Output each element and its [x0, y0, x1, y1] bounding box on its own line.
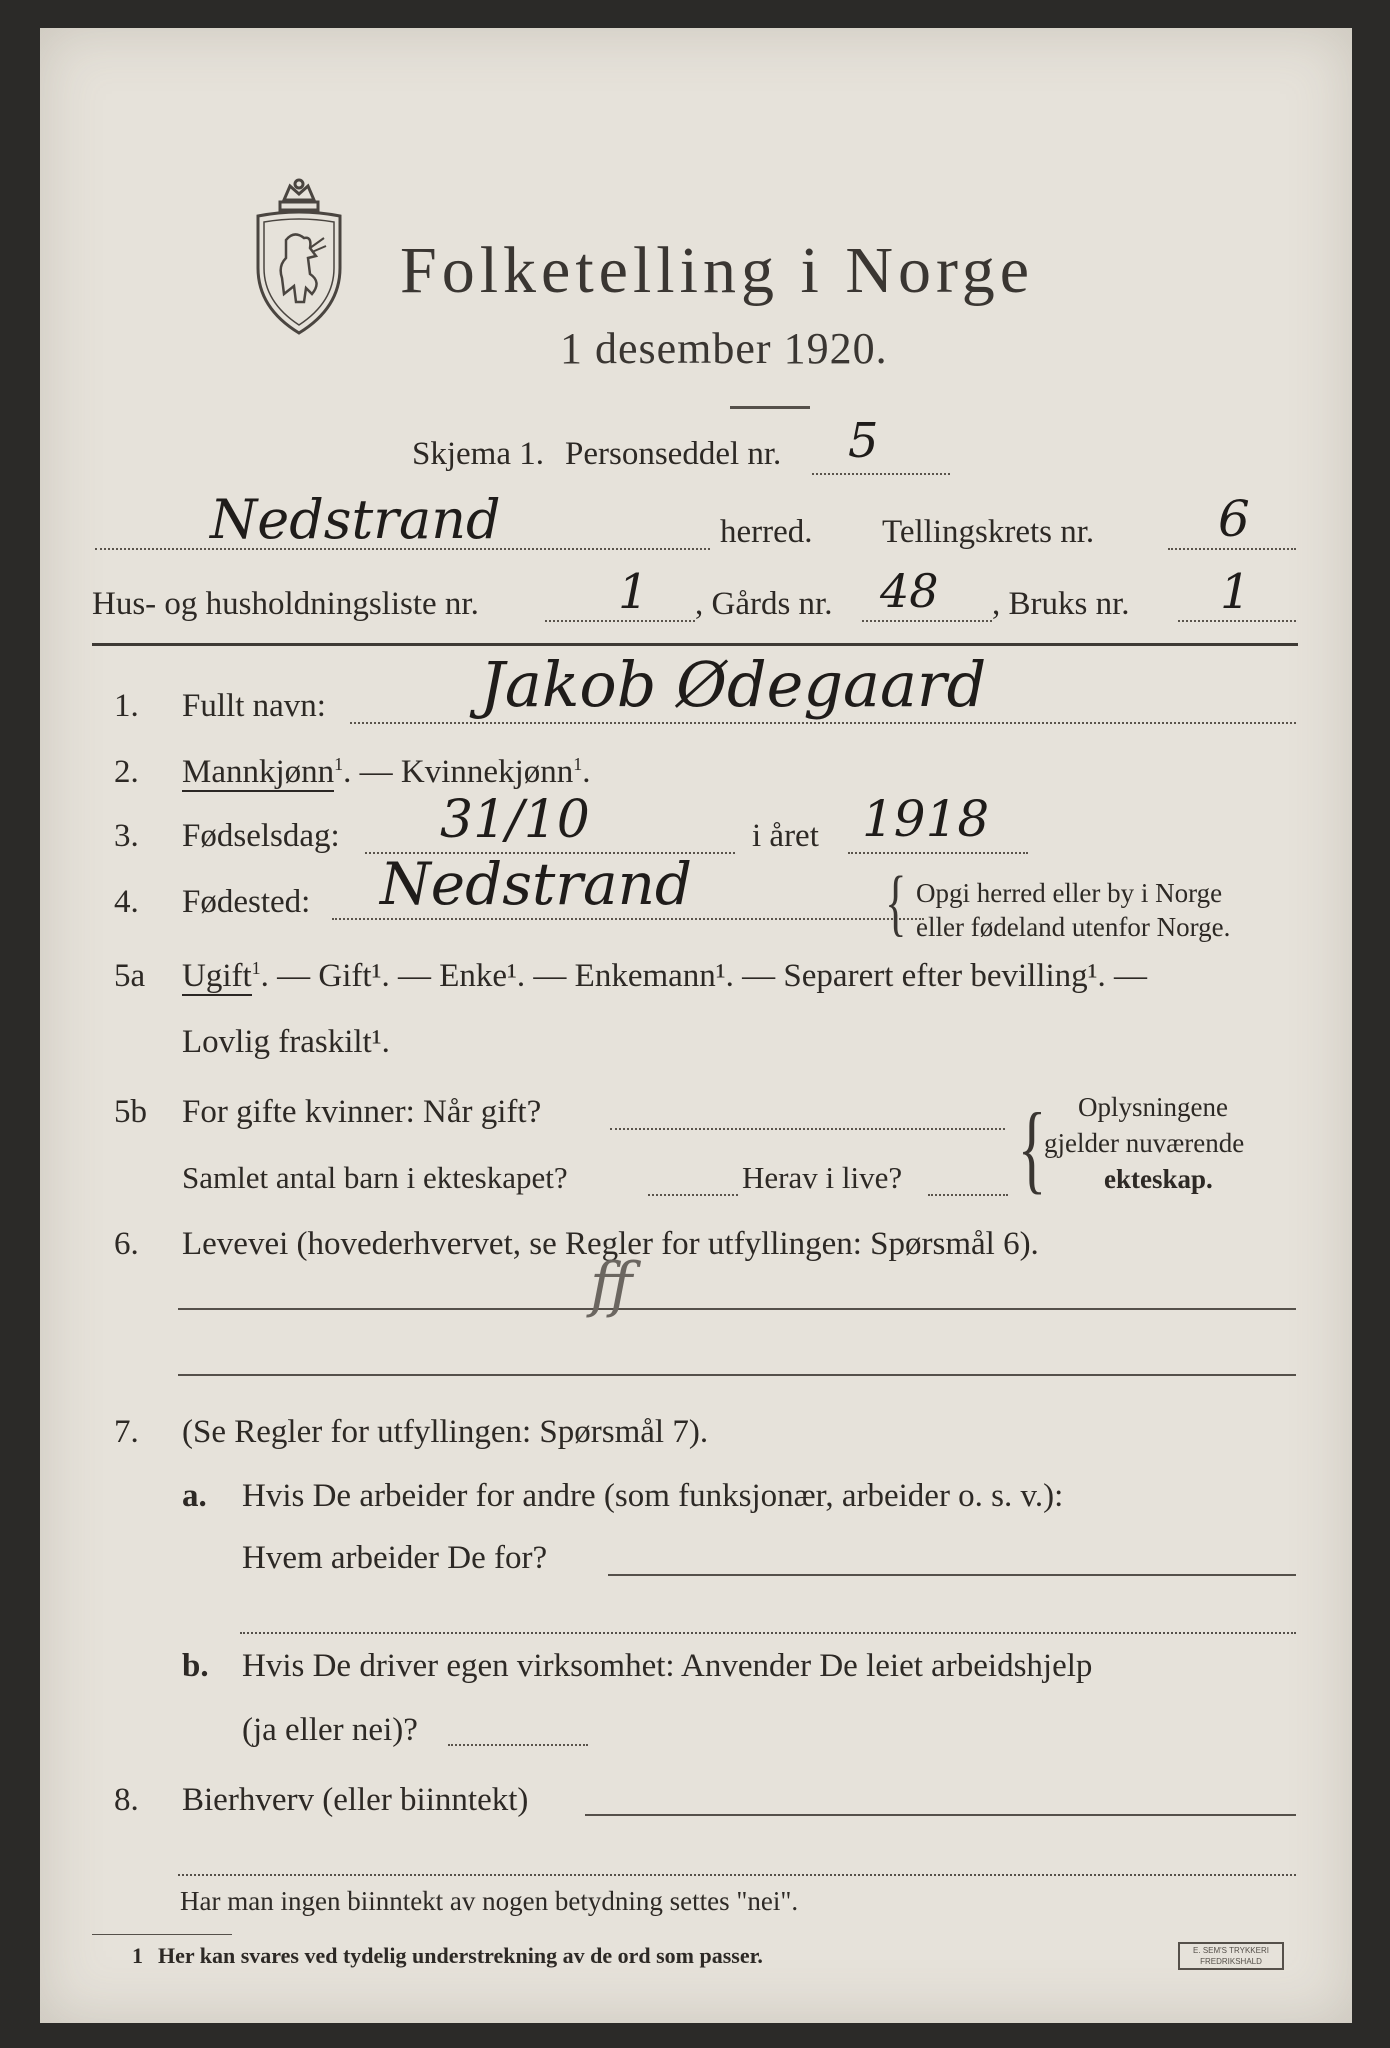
mannkjonn-option[interactable]: Mannkjønn	[182, 754, 335, 790]
footnote-mark: 1	[132, 1943, 143, 1968]
personseddel-line	[812, 473, 950, 475]
q7b-line2: (ja eller nei)?	[242, 1712, 418, 1748]
q2-end: .	[582, 754, 591, 790]
personseddel-label: Personseddel nr.	[565, 436, 782, 472]
ugift-option[interactable]: Ugift	[182, 958, 252, 994]
hus-value[interactable]: 1	[618, 564, 649, 620]
kvinnekjonn-option[interactable]: . — Kvinnekjønn	[343, 754, 574, 790]
q6-line-2	[178, 1374, 1296, 1376]
q8-number: 8.	[114, 1782, 139, 1818]
q5a-number: 5a	[114, 958, 146, 994]
q7a-letter: a.	[182, 1478, 207, 1514]
q5b-brace: {	[1017, 1092, 1047, 1203]
q5b-married-line	[610, 1128, 1005, 1130]
tellingskrets-label: Tellingskrets nr.	[882, 514, 1095, 550]
q5b-note-line3: ekteskap.	[1104, 1164, 1213, 1194]
q7-number: 7.	[114, 1414, 139, 1450]
q5a-other-options[interactable]: . — Gift¹. — Enke¹. — Enkemann¹. — Separert efter bevilling¹. —	[260, 958, 1148, 994]
q7b-letter: b.	[182, 1648, 209, 1684]
q4-number: 4.	[114, 884, 139, 920]
q3-value[interactable]: 31/10	[440, 790, 590, 850]
q5a-options: Ugift$^1$. — Gift¹. — Enke¹. — Enkemann¹. — Separert efter bevilling¹. —	[182, 958, 1148, 994]
footnote-divider	[92, 1934, 232, 1935]
q3-year-value[interactable]: 1918	[862, 790, 990, 848]
printer-stamp	[1178, 1942, 1284, 1970]
bruks-label: , Bruks nr.	[992, 586, 1130, 622]
q6-line-1	[178, 1308, 1296, 1310]
q5b-label-married: For gifte kvinner: Når gift?	[182, 1094, 542, 1130]
q4-value[interactable]: Nedstrand	[380, 850, 693, 918]
tellingskrets-line	[1168, 548, 1296, 550]
q4-label: Fødested:	[182, 884, 311, 920]
printer-stamp-line2: FREDRIKSHALD	[1200, 1957, 1262, 1966]
printer-stamp-line1: E. SEM'S TRYKKERI	[1193, 1946, 1269, 1955]
q6-label: Levevei (hovederhvervet, se Regler for utfyllingen: Spørsmål 6).	[182, 1226, 1039, 1262]
q8-answer-line-1	[585, 1814, 1296, 1816]
gards-label: , Gårds nr.	[695, 586, 833, 622]
q2-footnote-mark-2: 1	[573, 754, 583, 774]
footnote-text: Her kan svares ved tydelig understrekning av de ord som passer.	[158, 1943, 763, 1968]
q5b-label-children: Samlet antal barn i ekteskapet?	[182, 1160, 568, 1195]
q4-brace: {	[885, 862, 907, 944]
q7a-line1: Hvis De arbeider for andre (som funksjonær, arbeider o. s. v.):	[242, 1478, 1064, 1514]
q2-options	[182, 754, 591, 791]
q2-number: 2.	[114, 754, 139, 790]
q1-number: 1.	[114, 688, 139, 724]
q5b-children-line	[648, 1194, 738, 1196]
q4-note-line2: eller fødeland utenfor Norge.	[916, 912, 1231, 942]
q3-year-label: i året	[752, 818, 819, 854]
q5b-label-alive: Herav i live?	[742, 1160, 903, 1195]
q7a-line2: Hvem arbeider De for?	[242, 1540, 548, 1576]
q7-label: (Se Regler for utfyllingen: Spørsmål 7).	[182, 1414, 709, 1450]
q5b-note-line1: Oplysningene	[1078, 1092, 1228, 1122]
q3-year-line	[848, 852, 1028, 854]
lovlig-fraskilt-option[interactable]: Lovlig fraskilt¹.	[182, 1024, 390, 1060]
q4-note-line1: Opgi herred eller by i Norge	[916, 878, 1223, 908]
q2-footnote-mark: 1	[334, 754, 344, 774]
q1-value[interactable]: Jakob Ødegaard	[480, 648, 987, 721]
q8-label: Bierhverv (eller biinntekt)	[182, 1782, 529, 1818]
census-form-page	[40, 28, 1352, 2023]
form-title: Folketelling i Norge	[400, 234, 1035, 307]
personseddel-value[interactable]: 5	[848, 413, 879, 469]
title-divider	[730, 406, 810, 409]
gards-line	[862, 620, 992, 622]
q3-label: Fødselsdag:	[182, 818, 340, 854]
q7a-answer-line-1	[608, 1574, 1296, 1576]
bruks-value[interactable]: 1	[1220, 564, 1251, 620]
q6-value[interactable]: ff	[590, 1250, 633, 1320]
q1-label: Fullt navn:	[182, 688, 326, 724]
q7b-line1: Hvis De driver egen virksomhet: Anvender De leiet arbeidshjelp	[242, 1648, 1093, 1684]
q5b-note-line2: gjelder nuværende	[1044, 1128, 1245, 1158]
hus-label: Hus- og husholdningsliste nr.	[92, 586, 479, 622]
q6-number: 6.	[114, 1226, 139, 1262]
hus-line	[545, 620, 695, 622]
q8-answer-line-2	[178, 1874, 1296, 1876]
form-date: 1 desember 1920.	[560, 324, 888, 373]
header-divider	[92, 643, 1298, 646]
q7a-answer-line-2	[240, 1632, 1296, 1634]
herred-label: herred.	[720, 514, 813, 550]
herred-value[interactable]: Nedstrand	[210, 488, 501, 551]
gards-value[interactable]: 48	[880, 564, 939, 618]
bruks-line	[1178, 620, 1296, 622]
q3-number: 3.	[114, 818, 139, 854]
q5b-alive-line	[928, 1194, 1008, 1196]
tellingskrets-value[interactable]: 6	[1218, 490, 1250, 548]
norway-coat-of-arms-icon	[250, 178, 348, 338]
q1-line	[350, 722, 1296, 724]
q7b-answer-line	[448, 1744, 588, 1746]
q4-line	[332, 918, 924, 920]
q5b-number: 5b	[114, 1094, 147, 1130]
q8-note: Har man ingen biinntekt av nogen betydning settes "nei".	[180, 1886, 799, 1916]
skjema-label: Skjema 1.	[412, 436, 544, 472]
